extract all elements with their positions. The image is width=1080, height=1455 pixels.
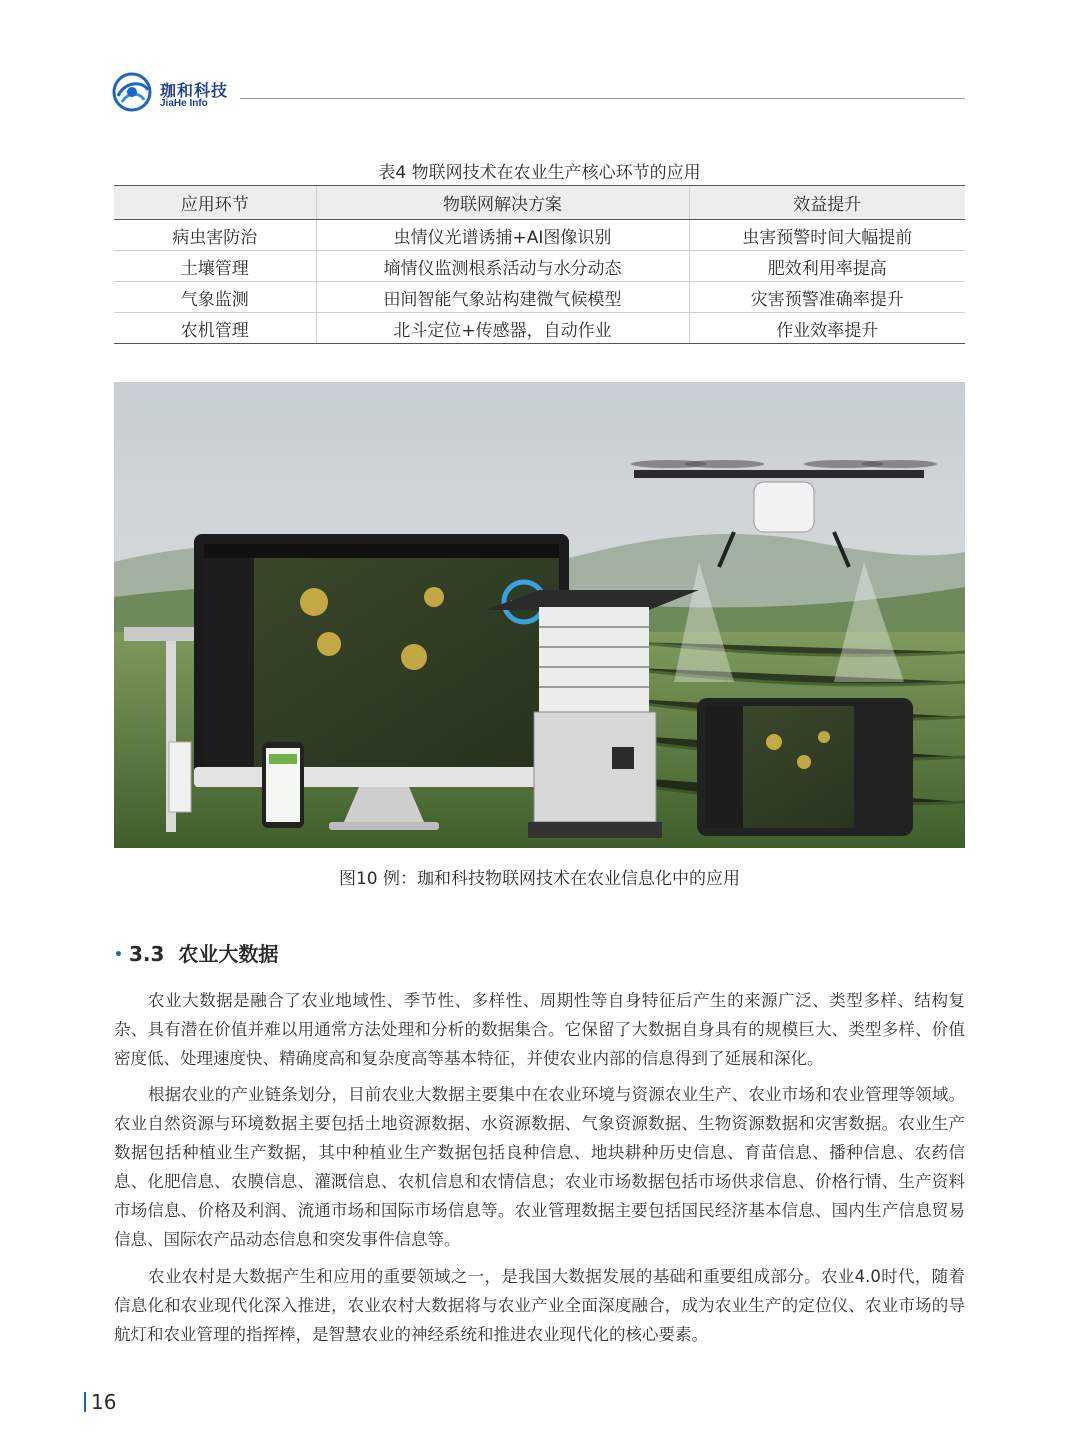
- column-header: 物联网解决方案: [316, 186, 689, 220]
- table-row: [114, 313, 965, 344]
- table-cell: 灾害预警准确率提升: [689, 282, 965, 313]
- header-divider: [240, 98, 965, 99]
- page-number-bar: [84, 1392, 86, 1412]
- body-paragraph: 农业农村是大数据产生和应用的重要领域之一，是我国大数据发展的基础和重要组成部分。农业4.0时代，随着信息化和农业现代化深入推进，农业农村大数据将与农业产业全面深度融合，成为农业生产的定位仪、农业市场的导航灯和农业管理的指挥棒，是智慧农业的神经系统和推进农业现代化的核心要素。: [114, 1267, 965, 1344]
- body-paragraph: 根据农业的产业链条划分，目前农业大数据主要集中在农业环境与资源农业生产、农业市场和农业管理等领域。农业自然资源与环境数据主要包括土地资源数据、水资源数据、气象资源数据、生物资源数据和灾害数据。农业生产数据包括种植业生产数据，其中种植业生产数据包括良种信息、地块耕种历史信息、育苗信息、播种信息、农药信息、化肥信息、农膜信息、灌溉信息、农机信息和农情信息；农业市场数据包括市场供求信息、价格行情、生产资料市场信息、价格及利润、流通市场和国际市场信息等。农业管理数据主要包括国民经济基本信息、国内生产信息贸易信息、国际农产品动态信息和突发事件信息等。: [114, 1085, 965, 1249]
- page-number-text: 16: [91, 1390, 117, 1414]
- column-header: 效益提升: [689, 186, 965, 220]
- figure-caption: 图10 例：珈和科技物联网技术在农业信息化中的应用: [338, 869, 741, 889]
- section-title: 农业大数据: [178, 942, 279, 966]
- table-cell: 虫害预警时间大幅提前: [689, 220, 965, 251]
- section-number: 3.3: [128, 942, 165, 966]
- agri-iot-illustration: [114, 382, 965, 848]
- table-caption: 表4 物联网技术在农业生产核心环节的应用: [378, 163, 701, 183]
- table-row: [114, 220, 965, 251]
- company-name-en: JiaHe Info: [160, 98, 208, 109]
- table-row: [114, 282, 965, 313]
- smartphone-icon: [262, 742, 304, 828]
- table-cell: 虫情仪光谱诱捕+AI图像识别: [316, 220, 689, 251]
- table-row: [114, 251, 965, 282]
- table-cell: 田间智能气象站构建微气候模型: [316, 282, 689, 313]
- table-cell: 病虫害防治: [114, 220, 316, 251]
- table-cell: 墒情仪监测根系活动与水分动态: [316, 251, 689, 282]
- page-header: [112, 72, 965, 112]
- bullet-icon: •: [114, 947, 123, 963]
- table-cell: 北斗定位+传感器，自动作业: [316, 313, 689, 344]
- iot-application-table: [114, 185, 965, 344]
- body-paragraph: 农业大数据是融合了农业地域性、季节性、多样性、周期性等自身特征后产生的来源广泛、类型多样、结构复杂、具有潜在价值并难以用通常方法处理和分析的数据集合。它保留了大数据自身具有的规模巨大、类型多样、价值密度低、处理速度快、精确度高和复杂度高等基本特征，并使农业内部的信息得到了延展和深化。: [114, 991, 965, 1068]
- iot-application-figure: [114, 382, 965, 848]
- column-header: 应用环节: [114, 186, 316, 220]
- table-cell: 土壤管理: [114, 251, 316, 282]
- table-cell: 肥效利用率提高: [689, 251, 965, 282]
- table-cell: 农机管理: [114, 313, 316, 344]
- section-heading: [114, 938, 278, 967]
- company-name-cn: 珈和科技: [160, 81, 229, 100]
- swirl-globe-logo-icon: [112, 72, 154, 112]
- monitor-icon: [194, 534, 569, 830]
- table-cell: 气象监测: [114, 282, 316, 313]
- page-number: [84, 1390, 116, 1414]
- tablet-icon: [697, 698, 913, 836]
- table-header-row: [114, 186, 965, 220]
- table-cell: 作业效率提升: [689, 313, 965, 344]
